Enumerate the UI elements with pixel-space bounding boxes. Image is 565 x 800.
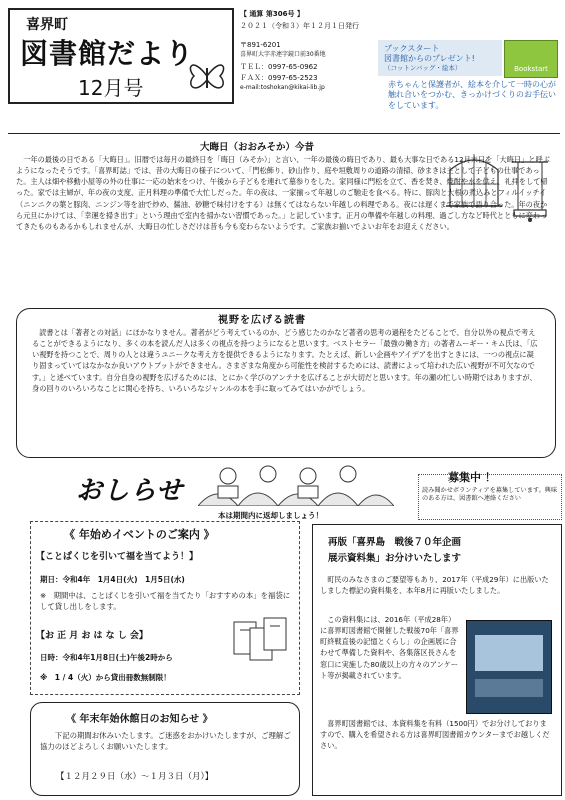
book-cover-band [475, 679, 543, 697]
postal-code: 〒891-6201 [240, 40, 281, 49]
bookstart-subtitle: 図書館からのプレゼント! [384, 54, 475, 63]
event-note2: ※ 1 / 4（火）から貸出冊数無制限！ [40, 673, 171, 682]
holiday-period: 【１２月２９日（水）～１月３日（月）】 [56, 772, 214, 782]
event-date2: 日時：令和4年1月8日(土)午後2時から [40, 653, 173, 662]
shiya-body: 読書とは「著者との対話」にほかなりません。著者がどう考えているのか、どう感じたのかなど著者の思考の過程をたどることで、自分以外の視点で考えることができるようになり、多くの本を読んだ人は多くの視点を持つようになると思います。ベストセラー「最強の働き方」の著者ムーギー・キム氏は、「広い視野を持つことで、周りの人とは違うユニークな考え方を提供できるようになります。たとえば、新しい企画やアイデアを出すときには、一つの視点に凝り固まっていてはなかなか良いアウトプットができません。さまざまな角度から可能性を検討するためには、読書によって培われた広い視野が不可欠なのです。」と述べています。自分自身の視野を広げるためには、とにかく学びのアンテナを広げることが大切だと思います。年の瀬の忙しい時期ではありますが、身の回りのいろいろなことに関心を持ち、いろいろなジャンルの本を手に取ってみてはいかがでしょう。 [32, 328, 538, 393]
telephone: ＴＥＬ：0997-65-0962 [240, 62, 318, 71]
reprint-book-cover [466, 620, 552, 714]
boshu-body: 読み聞かせボランティアを募集しています。興味のある方は、図書館へ連絡ください [422, 487, 558, 503]
holiday-body: 下記の期間お休みいたします。ご迷惑をおかけいたしますが、ご理解ご協力のほどよろしくお願いいたします。 [40, 731, 291, 752]
event-subheading-kuji: 【ことぱくじを引いて福を当てよう！】 [36, 552, 199, 562]
bookstart-text: 赤ちゃんと保護者が、絵本を介して一時の心が触れ合いをつかむ、きっかけづくりのお手伝いをしています。 [388, 80, 556, 110]
boshu-title: 募集中 ！ [448, 471, 496, 484]
omisoka-divider [8, 133, 560, 134]
masthead-title: 図書館だより [20, 37, 195, 70]
reprint-body2: この資料集には、2016年（平成28年）に喜界町図書館で開催した戦後70年「喜界町終戦直後の記憶とくらし」の企画展に合わせて準備した資料や、各集落区長さんを窓口に実施した80歳以上の方々のアンケート等が掲載されています。 [320, 615, 459, 680]
karuta-cards-icon [232, 616, 288, 668]
holiday-heading: 《 年末年始休館日のお知らせ 》 [66, 714, 213, 725]
event-date: 期日：令和4年 1月4日(火) 1月5日(水) [40, 575, 185, 584]
masthead-town: 喜界町 [26, 17, 68, 33]
issue-number: 【 通算 第306号 】 [240, 10, 304, 18]
oshirase-notice: 本は期間内に返却しましょう！ [218, 511, 323, 520]
event-heading: 《 年始めイベントのご案内 》 [64, 528, 215, 541]
reprint-body3: 喜界町図書館では、本資料集を有料（1500円）でお分けしておりますので、購入を希望される方は喜界町図書館カウンターまでお越しください。 [320, 719, 550, 751]
shiya-heading: 視野を広げる読書 [218, 315, 306, 326]
reprint-heading2: 展示資料集」お分けいたします [328, 553, 462, 564]
event-subheading-ohanashi: 【お 正 月 お は な し 会】 [36, 631, 148, 641]
omisoka-body: 一年の最後の日である「大晦日」。旧暦では毎月の最終日を「晦日（みそか）」と言い、一年の最後の晦日であり、最も大事な日である12月末日を「大晦日」と呼ぶようになったそうです。「喜界町誌」では、昔の大晦日の様子について、「門松飾り、砂山作り、庭や垣敷周りの道路の清掃、砂まきは主として子どもの仕事であった。主人は畑や移動小屋等の外の仕事に一応の始末をつけ、午後から子どもを連れて墓参りをした。家同様に門松を立て、香を焚き、焼酎や水を供え、礼拝をして帰った。家では主婦が、年の夜の支度、正月料理の準備で大忙しだった。年の夜は、一家揃って年越しのご馳走を食べる。特に、豚肉と大根の煮込みとフィルイッチイ（ニンニクの葉と豚肉、ニンジン等を油で炒め、醤油、砂糖で味付けをする）は無くてはならない年越しの料理である。夜には遅くまで家族で語り合った。年の夜から元旦にかけては、「幸運を掃き出す」という理由で室内を掃かない習慣であった。」と記しています。正月の準備や年越しの料理、過ごし方など時代とともに変わってきたものもあるかもしれませんが、大晦日の忙しさだけは昔も今も変わらないようです。ご家族お揃いでよいお年をお迎えください。 [16, 155, 550, 231]
masthead [8, 8, 234, 104]
reprint-heading1: 再版「喜界島 戦後７０年企画 [328, 537, 462, 548]
masthead-month: 12月号 [78, 76, 144, 100]
issue-info [240, 10, 380, 92]
bookstart-badge: Bookstart [514, 65, 548, 73]
reprint-body1: 町民のみなさまのご要望等もあり、2017年（平成29年）に出版いたしました標記の資料集を、本年8月に再版いたしました。 [320, 575, 549, 596]
bookstart-panel [378, 40, 560, 122]
email: e-mail:toshokan@kikai-lib.jp [240, 84, 325, 92]
omisoka-heading: 大晦日（おおみそか）今昔 [200, 142, 315, 153]
oshirase-title: おしらせ [76, 476, 184, 506]
issue-date: ２０２１（令和３）年１２月１日発行 [240, 21, 359, 30]
bookstart-logo [504, 40, 558, 78]
fax: ＦＡＸ：0997-65-2523 [240, 73, 318, 82]
bookstart-subtitle2: （コットンバッグ・絵本） [384, 64, 462, 72]
children-reading-illustration [198, 462, 394, 506]
book-photo-strip [475, 635, 543, 671]
address: 喜界町大字赤連字鏡口前30番地 [240, 51, 326, 59]
bookstart-title: ブックスタート [384, 44, 440, 53]
butterfly-icon [186, 54, 228, 98]
event-note: ※ 期間中は、ことぱくじを引いて福を当てたり「おすすめの本」を福袋にして貸し出しをします。 [40, 591, 291, 612]
